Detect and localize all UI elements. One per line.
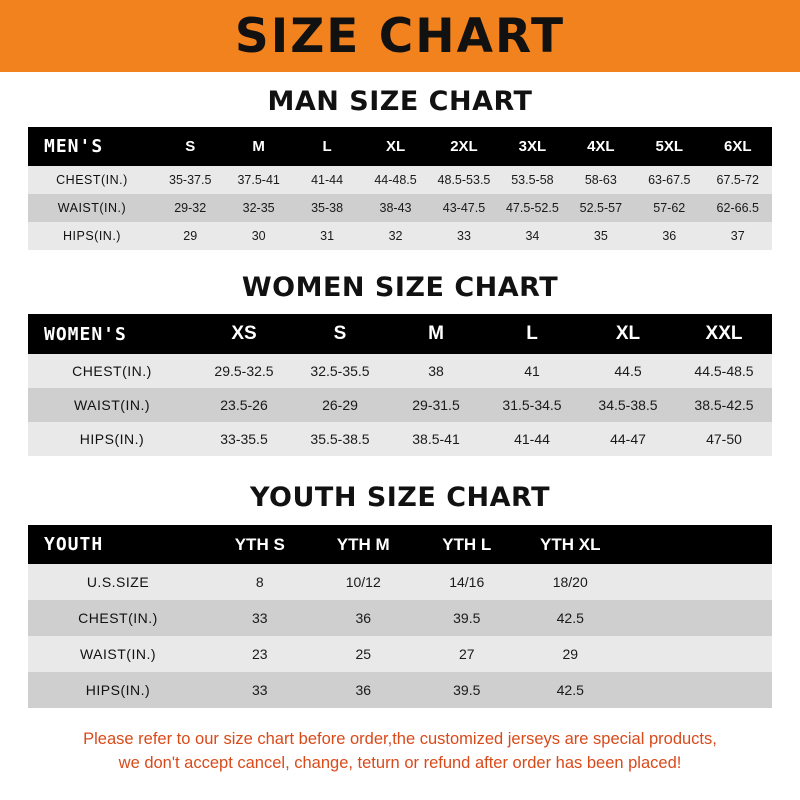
table-row bbox=[28, 600, 772, 636]
man-table-head bbox=[28, 127, 772, 166]
cell: 58-63 bbox=[584, 173, 617, 187]
cell: 29 bbox=[562, 646, 579, 662]
women-size-header: XL bbox=[615, 323, 641, 344]
row-label: WAIST(IN.) bbox=[79, 646, 157, 662]
cell: 38.5-42.5 bbox=[694, 397, 754, 413]
cell: 32 bbox=[388, 229, 403, 243]
cell: 32.5-35.5 bbox=[310, 363, 370, 379]
row-label: WAIST(IN.) bbox=[73, 397, 151, 413]
cell: 35 bbox=[593, 229, 608, 243]
cell: 29-32 bbox=[174, 201, 207, 215]
header-band bbox=[0, 0, 800, 72]
cell-spacer bbox=[622, 636, 772, 672]
row-label: CHEST(IN.) bbox=[56, 173, 128, 187]
cell: 47-50 bbox=[706, 431, 742, 447]
cell: 36 bbox=[355, 610, 372, 626]
cell: 8 bbox=[255, 574, 264, 590]
cell: 43-47.5 bbox=[442, 201, 486, 215]
cell-spacer bbox=[622, 672, 772, 708]
cell: 18/20 bbox=[552, 574, 588, 590]
row-label: HIPS(IN.) bbox=[79, 431, 145, 447]
cell: 57-62 bbox=[653, 201, 686, 215]
women-section-title: WOMEN SIZE CHART bbox=[241, 272, 559, 303]
man-size-header: 4XL bbox=[587, 138, 615, 155]
youth-header-spacer bbox=[622, 525, 772, 564]
man-size-header: S bbox=[185, 138, 196, 155]
youth-size-header: YTH M bbox=[336, 534, 390, 554]
youth-size-header: YTH XL bbox=[540, 534, 601, 554]
man-size-header: M bbox=[252, 138, 265, 155]
cell: 14/16 bbox=[449, 574, 485, 590]
cell: 35-37.5 bbox=[169, 173, 212, 187]
page-title: SIZE CHART bbox=[234, 8, 566, 64]
cell: 10/12 bbox=[345, 574, 381, 590]
cell: 47.5-52.5 bbox=[505, 201, 559, 215]
cell: 23 bbox=[251, 646, 268, 662]
cell: 44-47 bbox=[610, 431, 646, 447]
youth-table-body bbox=[28, 564, 772, 708]
row-label: CHEST(IN.) bbox=[78, 610, 158, 626]
cell: 23.5-26 bbox=[220, 397, 268, 413]
cell: 29.5-32.5 bbox=[214, 363, 274, 379]
youth-table-head bbox=[28, 525, 772, 564]
cell-spacer bbox=[622, 564, 772, 600]
note-line-1: Please refer to our size chart before order,the customized jerseys are special products, bbox=[83, 730, 717, 748]
table-row bbox=[28, 636, 772, 672]
cell: 38.5-41 bbox=[412, 431, 460, 447]
table-row bbox=[28, 422, 772, 456]
row-label: HIPS(IN.) bbox=[85, 682, 151, 698]
women-size-header: S bbox=[333, 323, 347, 344]
man-size-header: XL bbox=[385, 138, 406, 155]
table-row bbox=[28, 222, 772, 250]
row-label: WAIST(IN.) bbox=[57, 201, 127, 215]
content-area bbox=[0, 86, 800, 776]
cell: 29 bbox=[183, 229, 198, 243]
women-size-header: M bbox=[428, 323, 444, 344]
cell: 41 bbox=[524, 363, 540, 379]
cell: 33 bbox=[251, 682, 268, 698]
row-label: U.S.SIZE bbox=[86, 574, 150, 590]
cell: 42.5 bbox=[556, 682, 584, 698]
cell: 44-48.5 bbox=[374, 173, 417, 187]
cell: 32-35 bbox=[242, 201, 275, 215]
youth-header-row bbox=[28, 525, 772, 564]
man-size-table bbox=[28, 127, 772, 250]
cell: 25 bbox=[355, 646, 372, 662]
table-row bbox=[28, 354, 772, 388]
cell: 48.5-53.5 bbox=[437, 173, 491, 187]
cell: 29-31.5 bbox=[412, 397, 460, 413]
cell: 30 bbox=[251, 229, 266, 243]
cell: 34 bbox=[525, 229, 540, 243]
man-section-title: MAN SIZE CHART bbox=[267, 86, 533, 117]
youth-size-header: YTH S bbox=[234, 534, 285, 554]
cell: 44.5-48.5 bbox=[694, 363, 754, 379]
man-size-header: 3XL bbox=[518, 138, 547, 155]
cell: 37 bbox=[730, 229, 745, 243]
table-row bbox=[28, 166, 772, 194]
women-table-head bbox=[28, 314, 772, 354]
table-row bbox=[28, 672, 772, 708]
note-line-2: we don't accept cancel, change, teturn or refund after order has been placed! bbox=[118, 753, 682, 772]
cell: 31.5-34.5 bbox=[502, 397, 562, 413]
cell: 35.5-38.5 bbox=[310, 431, 370, 447]
cell: 42.5 bbox=[556, 610, 584, 626]
cell: 34.5-38.5 bbox=[598, 397, 658, 413]
cell: 62-66.5 bbox=[716, 201, 759, 215]
cell: 26-29 bbox=[322, 397, 358, 413]
row-label: HIPS(IN.) bbox=[63, 229, 121, 243]
man-size-header: 5XL bbox=[655, 138, 684, 155]
cell: 38 bbox=[428, 363, 444, 379]
cell: 27 bbox=[458, 646, 475, 662]
cell: 52.5-57 bbox=[579, 201, 623, 215]
man-table-body bbox=[28, 166, 772, 250]
man-size-header: 6XL bbox=[723, 138, 752, 155]
women-table-body bbox=[28, 354, 772, 456]
cell: 53.5-58 bbox=[511, 173, 554, 187]
cell: 39.5 bbox=[453, 610, 481, 626]
cell-spacer bbox=[622, 600, 772, 636]
cell: 36 bbox=[355, 682, 372, 698]
cell: 33 bbox=[251, 610, 268, 626]
cell: 41-44 bbox=[311, 173, 344, 187]
cell: 37.5-41 bbox=[237, 173, 280, 187]
cell: 35-38 bbox=[311, 201, 344, 215]
man-size-header: 2XL bbox=[450, 138, 478, 155]
man-size-header: L bbox=[322, 138, 332, 155]
women-size-table bbox=[28, 314, 772, 456]
row-label: CHEST(IN.) bbox=[72, 363, 152, 379]
cell: 33-35.5 bbox=[220, 431, 268, 447]
youth-size-table bbox=[28, 525, 772, 708]
table-row bbox=[28, 194, 772, 222]
women-header-row bbox=[28, 314, 772, 354]
women-size-header: XXL bbox=[705, 323, 743, 344]
table-row bbox=[28, 564, 772, 600]
man-header-label: MEN'S bbox=[44, 136, 104, 157]
cell: 31 bbox=[320, 229, 335, 243]
youth-header-label: YOUTH bbox=[44, 534, 104, 555]
cell: 33 bbox=[457, 229, 471, 243]
cell: 38-43 bbox=[379, 201, 412, 215]
women-size-header: XS bbox=[231, 323, 257, 344]
women-size-header: L bbox=[526, 323, 538, 344]
youth-section-title: YOUTH SIZE CHART bbox=[249, 482, 551, 513]
youth-size-header: YTH L bbox=[442, 534, 492, 554]
cell: 63-67.5 bbox=[648, 173, 691, 187]
order-policy-note bbox=[28, 728, 772, 776]
cell: 44.5 bbox=[614, 363, 642, 379]
women-header-label: WOMEN'S bbox=[44, 323, 127, 345]
cell: 67.5-72 bbox=[716, 173, 759, 187]
cell: 41-44 bbox=[514, 431, 550, 447]
cell: 36 bbox=[662, 229, 677, 243]
table-row bbox=[28, 388, 772, 422]
cell: 39.5 bbox=[453, 682, 481, 698]
man-header-row bbox=[28, 127, 772, 166]
